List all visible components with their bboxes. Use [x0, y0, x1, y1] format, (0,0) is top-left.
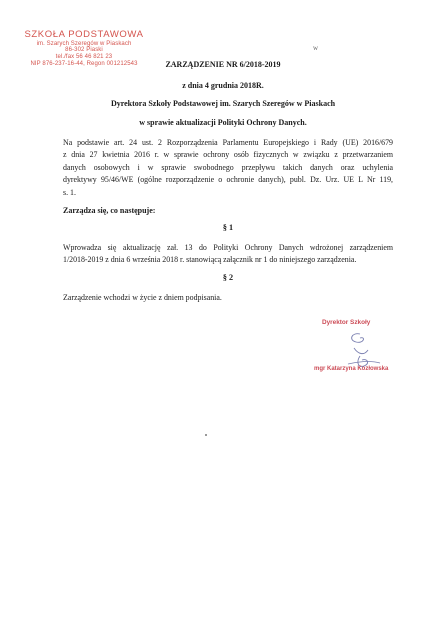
section-1-label: § 1: [222, 223, 234, 232]
document-date: z dnia 4 grudnia 2018R.: [182, 81, 264, 90]
section-2-label: § 2: [222, 273, 234, 282]
stamp-line: tel./fax 56 46 821 23: [55, 54, 113, 61]
section-1-text: [63, 242, 393, 267]
paragraph-line: 1/2018-2019 z dnia 6 września 2018 r. stanowiącą załącznik nr 1 do niniejszego zarządzenia.: [63, 255, 357, 265]
document-subject: w sprawie aktualizacji Polityki Ochrony Danych.: [139, 118, 307, 127]
scan-speck: [205, 434, 207, 436]
section-2-text: [63, 292, 393, 304]
paragraph-line: s. 1.: [63, 187, 76, 197]
stamp-line: NIP 876-237-16-44, Regon 001212543: [30, 60, 138, 67]
paragraph-line: z dnia 27 kwietnia 2016 r. w sprawie ochrony osób fizycznych w związku z przetwarzaniem: [63, 150, 393, 160]
signature-title: Dyrektor Szkoły: [322, 319, 371, 326]
order-intro: Zarządza się, co następuje:: [63, 206, 156, 215]
document-issuer: Dyrektora Szkoły Podstawowej im. Szarych Szeregów w Piaskach: [110, 99, 336, 108]
legal-basis-paragraph: [63, 137, 393, 199]
paragraph-line: Wprowadza się aktualizację zał. 13 do Polityki Ochrony Danych wdrożonej zarządzeniem: [63, 243, 393, 252]
document-title: ZARZĄDZENIE NR 6/2018-2019: [165, 60, 281, 69]
paragraph-line: danych osobowych i w sprawie swobodnego przepływu takich danych oraz uchylenia: [63, 162, 393, 172]
paragraph-line: Zarządzenie wchodzi w życie z dniem podpisania.: [63, 293, 222, 302]
stamp-line: im. Szarych Szeregów w Piaskach: [36, 40, 132, 47]
signature-name: mgr Katarzyna Kozłowska: [314, 366, 389, 372]
stamp-school-name: SZKOŁA PODSTAWOWA: [24, 29, 144, 40]
paragraph-line: dyrektywy 95/46/WE (ogólne rozporządzenie o ochronie danych), publ. Dz. Urz. UE L Nr 119,: [63, 175, 393, 185]
paragraph-line: Na podstawie art. 24 ust. 2 Rozporządzenia Parlamentu Europejskiego i Rady (UE) 2016/679: [63, 138, 393, 147]
stamp-line: 86-302 Piaski: [65, 47, 103, 54]
corner-mark: w: [313, 44, 319, 52]
